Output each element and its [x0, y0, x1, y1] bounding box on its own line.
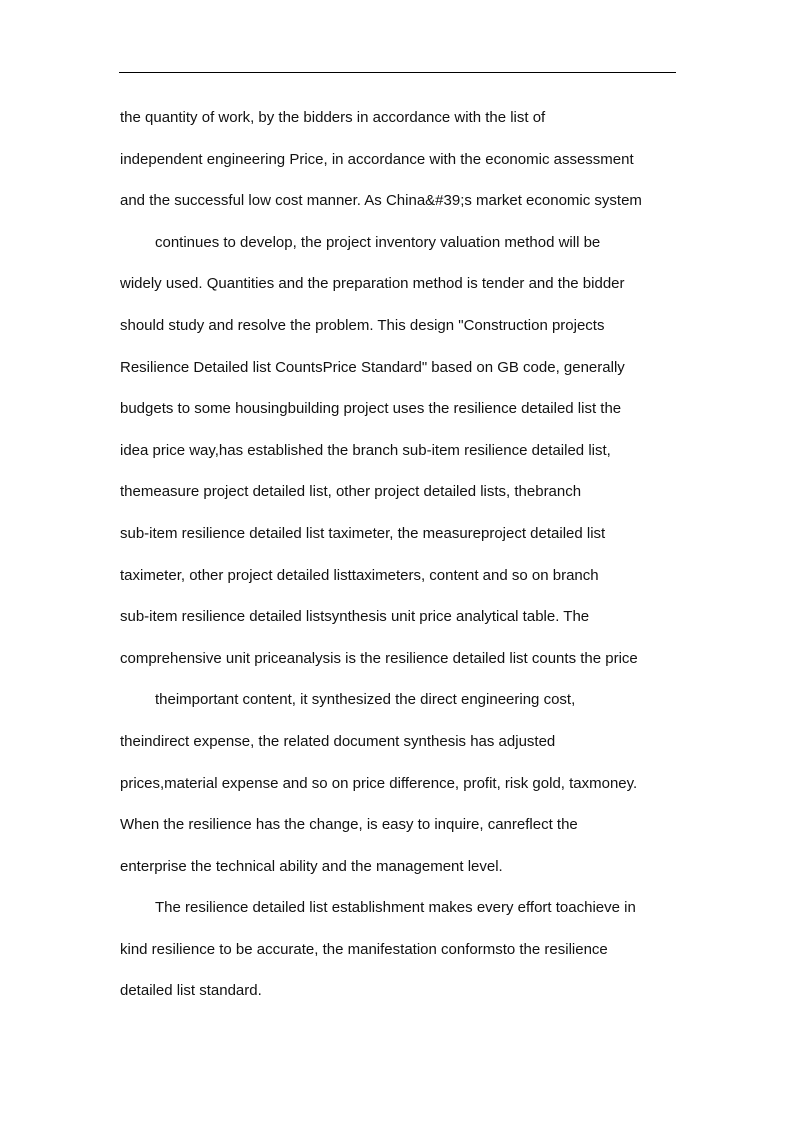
text-line: and the successful low cost manner. As China&#39;s market economic system — [120, 192, 642, 210]
text-line: sub-item resilience detailed list taximeter, the measureproject detailed list — [120, 524, 606, 542]
header-rule — [119, 72, 676, 73]
text-line: widely used. Quantities and the preparation method is tender and the bidder — [120, 275, 625, 293]
text-line: continues to develop, the project inventory valuation method will be — [155, 233, 601, 251]
text-line: When the resilience has the change, is easy to inquire, canreflect the — [120, 816, 578, 834]
text-line: comprehensive unit priceanalysis is the resilience detailed list counts the price — [120, 649, 638, 667]
text-line: The resilience detailed list establishment makes every effort toachieve in — [155, 899, 636, 917]
text-line: the quantity of work, by the bidders in accordance with the list of — [120, 109, 546, 126]
text-line: taximeter, other project detailed listtaximeters, content and so on branch — [120, 566, 599, 584]
text-line: themeasure project detailed list, other project detailed lists, thebranch — [120, 483, 582, 501]
text-line: theimportant content, it synthesized the direct engineering cost, — [155, 691, 576, 709]
text-line: theindirect expense, the related document synthesis has adjusted — [120, 732, 556, 750]
text-line: prices,material expense and so on price difference, profit, risk gold, taxmoney. — [120, 774, 638, 792]
text-line: should study and resolve the problem. This design "Construction projects — [120, 316, 605, 334]
text-line: Resilience Detailed list CountsPrice Standard" based on GB code, generally — [120, 358, 625, 376]
text-line: enterprise the technical ability and the management level. — [120, 857, 503, 875]
text-line: idea price way,has established the branch sub-item resilience detailed list, — [120, 441, 611, 459]
text-line: kind resilience to be accurate, the manifestation conformsto the resilience — [120, 940, 608, 958]
text-line: detailed list standard. — [120, 982, 262, 1000]
text-line: independent engineering Price, in accordance with the economic assessment — [120, 150, 634, 168]
body-text — [120, 97, 676, 1012]
text-line: sub-item resilience detailed listsynthesis unit price analytical table. The — [120, 608, 590, 626]
text-line: budgets to some housingbuilding project uses the resilience detailed list the — [120, 400, 622, 418]
